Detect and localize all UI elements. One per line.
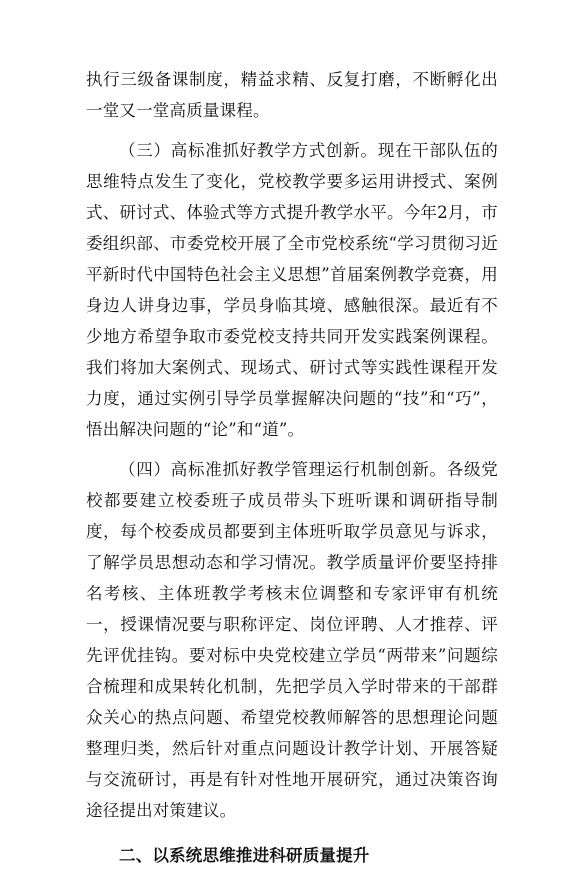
document-body	[86, 64, 498, 871]
paragraph-teaching-management-innovation: （四）高标准抓好教学管理运行机制创新。各级党校都要建立校委班子成员带头下班听课和调研指导制度，每个校委成员都要到主体班听取学员意见与诉求，了解学员思想动态和学习情况。教学质量评价要坚持排名考核、主体班教学考核末位调整和专家评审有机统一，授课情况要与职称评定、岗位评聘、人才推荐、评先评优挂钩。要对标中央党校建立学员“两带来”问题综合梳理和成果转化机制，先把学员入学时带来的干部群众关心的热点问题、希望党校教师解答的思想理论问题整理归类，然后针对重点问题设计教学计划、开展答疑与交流研讨，再是有针对性地开展研究，通过决策咨询途径提出对策建议。	[86, 460, 498, 820]
paragraph-teaching-method-innovation: （三）高标准抓好教学方式创新。现在干部队伍的思维特点发生了变化，党校教学要多运用讲授式、案例式、研讨式、体验式等方式提升教学水平。今年2月，市委组织部、市委党校开展了全市党校系统“学习贯彻习近平新时代中国特色社会主义思想”首届案例教学竞赛，用身边人讲身边事，学员身临其境、感触很深。最近有不少地方希望争取市委党校支持共同开发实践案例课程。我们将加大案例式、现场式、研讨式等实践性课程开发力度，通过实例引导学员掌握解决问题的“技”和“巧”，悟出解决问题的“论”和“道”。	[86, 141, 498, 439]
paragraph-lesson-preparation: 执行三级备课制度，精益求精、反复打磨，不断孵化出一堂又一堂高质量课程。	[86, 70, 498, 120]
section-heading-research-quality: 二、以系统思维推进科研质量提升	[119, 846, 370, 865]
